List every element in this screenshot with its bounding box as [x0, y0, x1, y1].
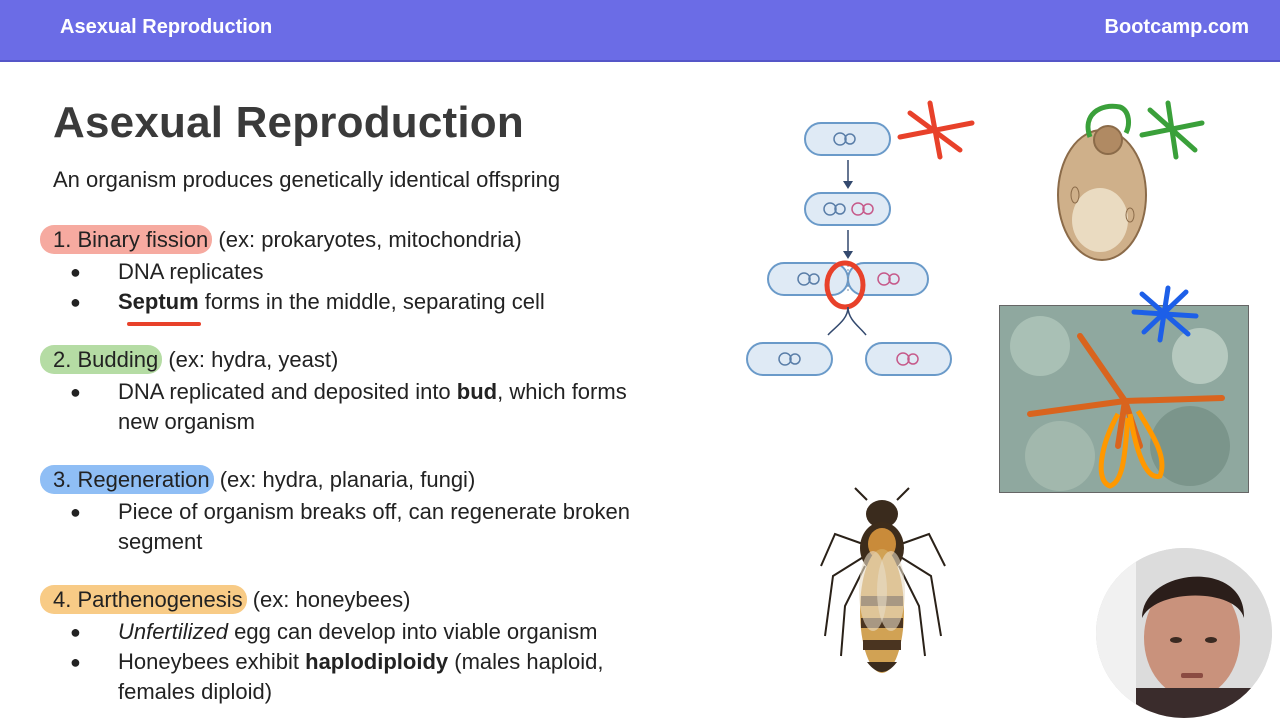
annotation-green-asterisk	[1142, 103, 1202, 157]
bold-term: bud	[456, 379, 498, 404]
italic-term: Unfertilized	[118, 619, 229, 644]
bold-term: haplodiploidy	[305, 649, 449, 674]
bullet-text-post: egg can develop into viable organism	[228, 619, 598, 644]
annotation-underline	[127, 322, 201, 326]
bullet-text	[118, 287, 718, 317]
yeast-budding-illustration	[1050, 95, 1220, 265]
bacterium-cell-dividing	[768, 263, 928, 295]
section-parthenogenesis	[40, 587, 410, 613]
bullet-text-pre: DNA replicated and deposited into	[118, 379, 457, 404]
bullet-text-post: , which forms	[497, 379, 627, 404]
header-bar	[0, 0, 1280, 62]
honeybee-illustration	[815, 486, 950, 682]
section-example: (ex: prokaryotes, mitochondria)	[218, 227, 522, 252]
section-example: (ex: honeybees)	[252, 587, 411, 612]
bullet-text-line2: new organism	[118, 409, 255, 434]
section-example: (ex: hydra, yeast)	[168, 347, 339, 372]
bullet-icon: ●	[70, 622, 81, 642]
bullet-text-rest: forms in the middle, separating cell	[198, 289, 545, 314]
section-label-budding: 2. Budding	[40, 345, 162, 374]
bacterium-cell-1	[805, 123, 890, 155]
arrow-split-right-icon	[848, 307, 866, 335]
presenter-avatar	[1096, 548, 1272, 718]
starfish-photo	[999, 305, 1249, 493]
annotation-blue-asterisk	[1130, 284, 1202, 344]
bullet-icon: ●	[70, 292, 81, 312]
bullet-icon: ●	[70, 652, 81, 672]
slide-title: Asexual Reproduction	[53, 98, 524, 147]
starfish-image	[1000, 306, 1248, 492]
annotation-red-asterisk	[900, 103, 972, 157]
arrow-head-icon	[843, 181, 853, 189]
section-label-parthenogenesis: 4. Parthenogenesis	[40, 585, 247, 614]
section-regeneration	[40, 467, 475, 493]
bullet-text	[118, 617, 718, 647]
bullet-icon: ●	[70, 262, 81, 282]
section-binary-fission	[40, 227, 522, 253]
header-title: Asexual Reproduction	[60, 16, 273, 38]
section-label-binary-fission: 1. Binary fission	[40, 225, 212, 254]
bullet-text	[118, 377, 718, 437]
bacterium-cell-2	[805, 193, 890, 225]
bullet-text	[118, 647, 718, 707]
bullet-icon: ●	[70, 382, 81, 402]
bullet-icon: ●	[70, 502, 81, 522]
bullet-text-line2: segment	[118, 529, 203, 554]
daughter-cell-left	[747, 343, 832, 375]
bullet-text: DNA replicates	[118, 259, 264, 284]
section-example: (ex: hydra, planaria, fungi)	[219, 467, 476, 492]
bullet-text-line2: females diploid)	[118, 679, 273, 704]
slide-subtitle: An organism produces genetically identical offspring	[53, 167, 561, 192]
arrow-split-left-icon	[828, 307, 848, 335]
bullet-text-line1: Piece of organism breaks off, can regenerate broken	[118, 499, 631, 524]
bullet-text	[118, 497, 718, 557]
binary-fission-diagram	[740, 95, 990, 385]
brand-logo-text[interactable]: Bootcamp.com	[1104, 16, 1249, 38]
presenter-webcam	[1096, 548, 1272, 718]
arrow-head-icon	[843, 251, 853, 259]
daughter-cell-right	[866, 343, 951, 375]
bullet-text-post: (males haploid,	[448, 649, 604, 674]
section-label-regeneration: 3. Regeneration	[40, 465, 214, 494]
section-budding	[40, 347, 338, 373]
bold-term: Septum	[118, 289, 199, 314]
bullet-text-pre: Honeybees exhibit	[118, 649, 306, 674]
